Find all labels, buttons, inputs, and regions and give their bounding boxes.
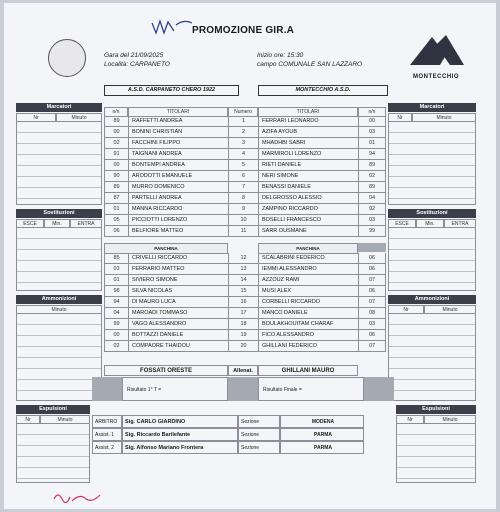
starters-row <box>104 138 386 149</box>
bench-row <box>104 341 386 352</box>
official-role: Assist. 2 <box>92 441 122 454</box>
starters-home-nr: 05 <box>104 215 128 226</box>
starters-away-player: ZAMPINO RICCARDO <box>258 204 358 215</box>
home-subs-out-col: ESCE <box>16 219 44 229</box>
away-bookings-minute-col: Minuto <box>424 305 476 315</box>
starters-shirt-number: 3 <box>228 138 258 149</box>
bench-away-player: AZZOUZ RAMI <box>258 275 358 286</box>
bench-home-player: BOTTAZZI DANIELE <box>128 330 228 341</box>
starters-row <box>104 215 386 226</box>
bench-home-nr: 99 <box>104 319 128 330</box>
bench-home-player: CRIVELLI RICCARDO <box>128 253 228 264</box>
starters-away-nr: 01 <box>358 138 386 149</box>
bench-away-nr: 07 <box>358 297 386 308</box>
away-nn-col: n/n <box>358 107 386 117</box>
starters-shirt-number: 4 <box>228 149 258 160</box>
bench-away-nr: 07 <box>358 275 386 286</box>
starters-row <box>104 226 386 237</box>
starters-away-player: DELGROSSO ALESSIO <box>258 193 358 204</box>
away-scorers-header: Marcatori <box>388 103 476 112</box>
starters-row <box>104 116 386 127</box>
starters-home-player: PICCIOTTI LORENZO <box>128 215 228 226</box>
home-bookings-header: Ammonizioni <box>16 295 102 304</box>
bench-away-player: BOULAKHOUITAM CHARAF <box>258 319 358 330</box>
bench-row <box>104 286 386 297</box>
away-club-logo <box>406 33 466 79</box>
official-section-label: Sezione <box>238 441 280 454</box>
first-half-result: Risultato 1° T = <box>122 377 228 401</box>
bench-row <box>104 308 386 319</box>
bench-away-nr: 06 <box>358 253 386 264</box>
starters-shirt-number: 7 <box>228 182 258 193</box>
starters-home-nr: 87 <box>104 193 128 204</box>
home-scorers-grid <box>16 121 102 205</box>
away-team-name: MONTECCHIO A.S.D. <box>258 85 388 96</box>
home-expulsions-minute-col: Minuto <box>40 415 90 425</box>
starters-away-nr: 99 <box>358 226 386 237</box>
starters-home-nr: 00 <box>104 127 128 138</box>
official-section-label: Sezione <box>238 428 280 441</box>
starters-away-nr: 89 <box>358 182 386 193</box>
bench-home-player: VAGO ALESSANDRO <box>128 319 228 330</box>
bench-home-player: DI MAURO LUCA <box>128 297 228 308</box>
home-nn-col: n/n <box>104 107 128 117</box>
home-scorers-minute-col: Minuto <box>56 113 102 123</box>
home-subs-min-col: Min. <box>44 219 70 229</box>
kickoff-time: Inizio ore: 15:30 <box>257 52 304 59</box>
bench-row <box>104 297 386 308</box>
starters-shirt-number: 8 <box>228 193 258 204</box>
official-section: PARMA <box>280 441 364 454</box>
away-bookings-nr-col: Nr <box>388 305 424 315</box>
official-role: ARBITRO <box>92 415 122 428</box>
bench-shirt-number: 20 <box>228 341 258 352</box>
bench-shirt-number: 19 <box>228 330 258 341</box>
bench-row <box>104 330 386 341</box>
starters-shirt-number: 5 <box>228 160 258 171</box>
away-scorers-nr-col: Nr <box>388 113 412 123</box>
home-team-name: A.S.D. CARPANETO CHERO 1922 <box>104 85 239 96</box>
montecchio-mountain-icon <box>406 33 466 69</box>
bench-away-player: MUSI ALEX <box>258 286 358 297</box>
away-subs-header: Sostituzioni <box>388 209 476 218</box>
starters-home-nr: 00 <box>104 160 128 171</box>
home-bookings-grid <box>16 313 102 401</box>
starters-away-nr: 94 <box>358 149 386 160</box>
away-coach: GHILLANI MAURO <box>258 365 358 376</box>
starters-row <box>104 160 386 171</box>
bench-away-player: IEMMI ALESSANDRO <box>258 264 358 275</box>
away-subs-min-col: Min. <box>416 219 444 229</box>
bench-away-player: SCALABRINI FEDERICO <box>258 253 358 264</box>
starters-home-nr: 06 <box>104 226 128 237</box>
starters-home-nr: 89 <box>104 116 128 127</box>
bench-away-nr: 07 <box>358 341 386 352</box>
bench-away-nr: 06 <box>358 264 386 275</box>
bench-home-nr: 98 <box>104 286 128 297</box>
away-scorers-minute-col: Minuto <box>412 113 476 123</box>
away-scorers-grid <box>388 121 476 205</box>
home-expulsions-header: Espulsioni <box>16 405 90 414</box>
starters-away-player: AZIFA AYOUB <box>258 127 358 138</box>
bench-away-player: CORBELLI RICCARDO <box>258 297 358 308</box>
starters-away-nr: 04 <box>358 193 386 204</box>
starters-home-nr: 89 <box>104 182 128 193</box>
official-name: Sig. Riccardo Barilefante <box>122 428 238 441</box>
starters-shirt-number: 11 <box>228 226 258 237</box>
home-scorers-header: Marcatori <box>16 103 102 112</box>
starters-home-player: FACCHINI FILIPPO <box>128 138 228 149</box>
bench-home-nr: 85 <box>104 253 128 264</box>
away-subs-in-col: ENTRA <box>444 219 476 229</box>
home-starters-col: TITOLARI <box>128 107 228 117</box>
match-location: Località: CARPANETO <box>104 61 170 68</box>
starters-away-player: MARMIROLI LORENZO <box>258 149 358 160</box>
official-row <box>92 415 364 428</box>
bench-home-nr: 03 <box>104 264 128 275</box>
starters-shirt-number: 2 <box>228 127 258 138</box>
bench-away-nr: 08 <box>358 308 386 319</box>
away-starters-col: TITOLARI <box>258 107 358 117</box>
bench-shirt-number: 17 <box>228 308 258 319</box>
starters-row <box>104 127 386 138</box>
starters-row <box>104 182 386 193</box>
bench-table <box>104 253 386 352</box>
away-club-logo-text: MONTECCHIO <box>413 74 459 80</box>
official-section-label: Sezione <box>238 415 280 428</box>
starters-away-player: FERRARI LEONARDO <box>258 116 358 127</box>
home-coach: FOSSATI ORESTE <box>104 365 228 376</box>
starters-away-player: BOSELLI FRANCESCO <box>258 215 358 226</box>
starters-row <box>104 149 386 160</box>
official-name: Sig. CARLO GIARDINO <box>122 415 238 428</box>
bench-row <box>104 319 386 330</box>
competition-title: PROMOZIONE GIR.A <box>192 25 295 36</box>
starters-home-player: BELFIORE MATTEO <box>128 226 228 237</box>
bench-away-player: FICO ALESSANDRO <box>258 330 358 341</box>
match-report-sheet <box>4 3 496 509</box>
starters-away-nr: 89 <box>358 160 386 171</box>
starters-home-nr: 91 <box>104 149 128 160</box>
starters-shirt-number: 1 <box>228 116 258 127</box>
starters-away-player: NERI SIMONE <box>258 171 358 182</box>
bench-away-nr: 06 <box>358 330 386 341</box>
bench-shirt-number: 18 <box>228 319 258 330</box>
away-expulsions-nr-col: Nr <box>396 415 424 425</box>
starters-away-nr: 03 <box>358 215 386 226</box>
away-bench-nn-shaded <box>358 243 386 252</box>
starters-shirt-number: 10 <box>228 215 258 226</box>
officials-table <box>92 415 364 455</box>
bench-home-nr: 94 <box>104 297 128 308</box>
starters-home-nr: 01 <box>104 204 128 215</box>
coach-label: Allenat. <box>228 365 258 376</box>
bench-home-player: SILVA NICOLAS <box>128 286 228 297</box>
home-bookings-minute-col: Minuto <box>16 305 102 315</box>
official-section: PARMA <box>280 428 364 441</box>
away-bookings-grid <box>388 313 476 401</box>
starters-home-player: BONINI CHRISTIAN <box>128 127 228 138</box>
away-subs-grid <box>388 227 476 291</box>
starters-home-player: MANNA RICCARDO <box>128 204 228 215</box>
bench-home-nr: 00 <box>104 330 128 341</box>
away-expulsions-grid <box>396 423 476 483</box>
official-section: MODENA <box>280 415 364 428</box>
bench-home-nr: 01 <box>104 275 128 286</box>
bench-shirt-number: 13 <box>228 264 258 275</box>
starters-away-player: BENASSI DANIELE <box>258 182 358 193</box>
starters-away-player: SARR OUSMANE <box>258 226 358 237</box>
starters-home-player: ARODOTTI EMANUELE <box>128 171 228 182</box>
starters-away-nr: 00 <box>358 116 386 127</box>
starters-row <box>104 171 386 182</box>
starters-table <box>104 116 386 237</box>
bench-row <box>104 275 386 286</box>
bench-home-nr: 02 <box>104 341 128 352</box>
final-result: Risultato Finale = <box>258 377 364 401</box>
home-subs-in-col: ENTRA <box>70 219 102 229</box>
starters-home-player: BONTEMPI ANDREA <box>128 160 228 171</box>
bench-shirt-number: 16 <box>228 297 258 308</box>
official-row <box>92 428 364 441</box>
home-expulsions-nr-col: Nr <box>16 415 40 425</box>
away-result-shaded <box>364 377 394 401</box>
home-club-logo <box>48 39 86 77</box>
handwritten-signature-top <box>150 17 194 37</box>
bench-home-nr: 04 <box>104 308 128 319</box>
bench-shirt-number: 14 <box>228 275 258 286</box>
official-role: Assist. 1 <box>92 428 122 441</box>
pitch-name: campo COMUNALE SAN LAZZARO <box>257 61 363 68</box>
bench-row <box>104 253 386 264</box>
starters-home-player: MURRO DOMENICO <box>128 182 228 193</box>
starters-shirt-number: 9 <box>228 204 258 215</box>
starters-away-player: MHADHBI SABRI <box>258 138 358 149</box>
starters-shirt-number: 6 <box>228 171 258 182</box>
starters-row <box>104 193 386 204</box>
home-subs-header: Sostituzioni <box>16 209 102 218</box>
bench-home-player: COMPAORE THAIDOU <box>128 341 228 352</box>
starters-home-player: RAFFETTI ANDREA <box>128 116 228 127</box>
away-expulsions-minute-col: Minuto <box>424 415 476 425</box>
home-result-shaded <box>92 377 122 401</box>
bench-away-nr: 03 <box>358 319 386 330</box>
starters-row <box>104 204 386 215</box>
home-subs-grid <box>16 227 102 291</box>
handwritten-signature-bottom <box>52 489 102 505</box>
match-date: Gara del 21/09/2025 <box>104 52 164 59</box>
home-scorers-nr-col: Nr <box>16 113 56 123</box>
away-bench-header: PANCHINA <box>258 243 358 254</box>
starters-away-nr: 03 <box>358 127 386 138</box>
starters-away-nr: 92 <box>358 204 386 215</box>
home-bench-header: PANCHINA <box>104 243 228 254</box>
official-row <box>92 441 364 454</box>
starters-home-nr: 90 <box>104 171 128 182</box>
bench-away-nr: 06 <box>358 286 386 297</box>
bench-home-player: FERRARIO MATTEO <box>128 264 228 275</box>
shirt-number-col: Numero <box>228 107 258 117</box>
home-expulsions-grid <box>16 423 90 483</box>
starters-away-nr: 02 <box>358 171 386 182</box>
away-bookings-header: Ammonizioni <box>388 295 476 304</box>
bench-home-player: MAROADI TOMMASO <box>128 308 228 319</box>
bench-away-player: MANCO DANIELE <box>258 308 358 319</box>
bench-away-player: GHILLANI FEDERICO <box>258 341 358 352</box>
bench-home-player: SIVIERO SIMONE <box>128 275 228 286</box>
bench-shirt-number: 12 <box>228 253 258 264</box>
starters-home-nr: 02 <box>104 138 128 149</box>
bench-row <box>104 264 386 275</box>
away-subs-out-col: ESCE <box>388 219 416 229</box>
bench-shirt-number: 15 <box>228 286 258 297</box>
starters-home-player: TAIGNANI ANDREA <box>128 149 228 160</box>
center-result-shaded <box>228 377 258 401</box>
away-expulsions-header: Espulsioni <box>396 405 476 414</box>
official-name: Sig. Alfonso Mariano Frontera <box>122 441 238 454</box>
starters-away-player: RIETI DANIELE <box>258 160 358 171</box>
starters-home-player: PARTELLI ANDREA <box>128 193 228 204</box>
